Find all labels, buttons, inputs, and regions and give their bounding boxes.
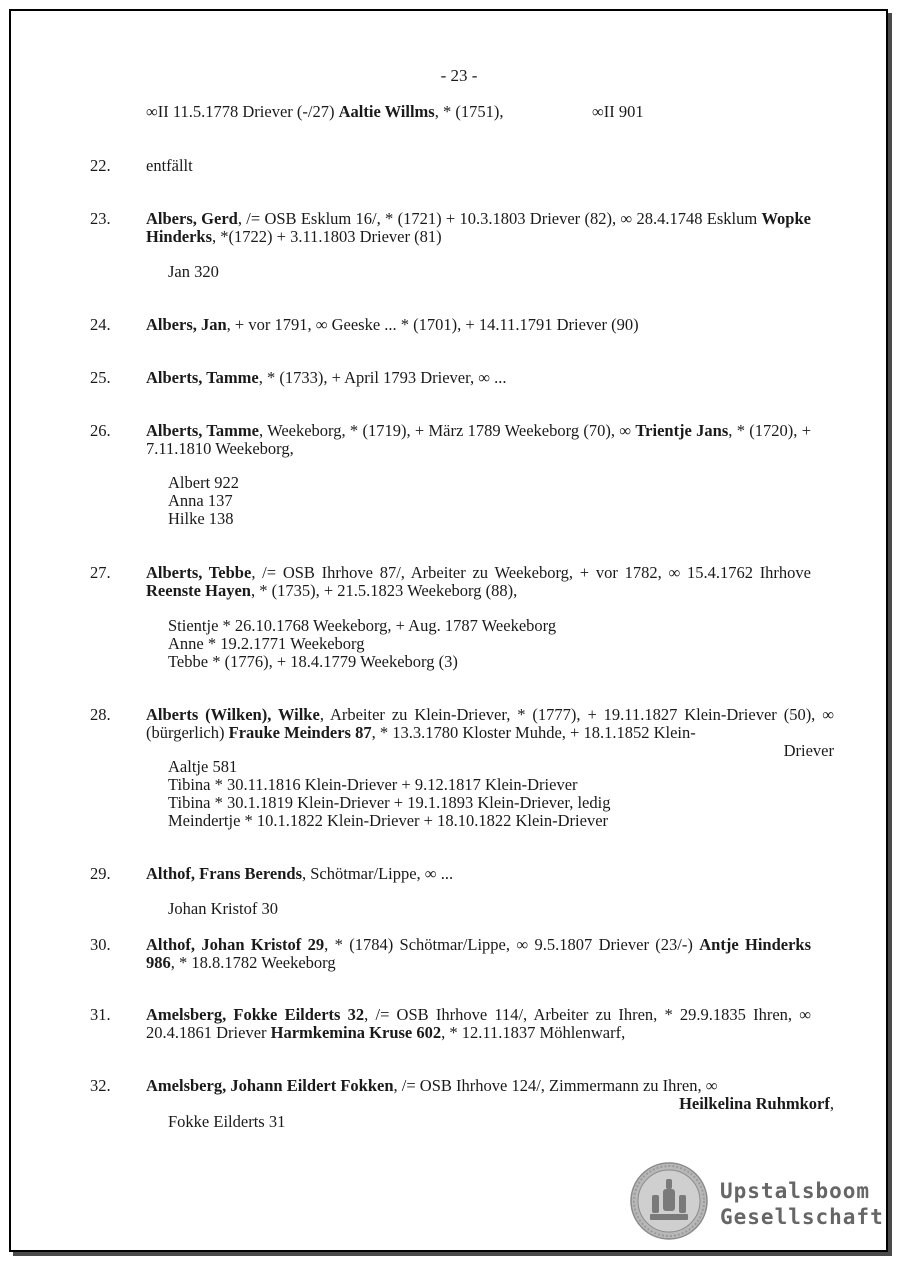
entry-detail: , * 18.8.1782 Weekeborg — [170, 953, 336, 972]
entry-text — [146, 936, 811, 972]
entry-number: 32. — [90, 1076, 111, 1095]
child-item: Jan 320 — [168, 262, 219, 281]
entry-detail: , Schötmar/Lippe, ∞ ... — [302, 864, 454, 883]
entry-text — [146, 564, 811, 600]
intro-line — [146, 103, 503, 121]
entry-number: 29. — [90, 864, 111, 883]
person-name: Albers, Jan — [146, 315, 227, 334]
entry-detail: , * (1784) Schötmar/Lippe, ∞ 9.5.1807 Driever (23/-) — [324, 935, 700, 954]
entry-detail: , Arbeiter zu Klein-Driever, * (1777), + 19.11.1827 Klein-Driever (50), ∞ (bürgerlich) — [146, 705, 834, 742]
brand-line-2: Gesellschaft — [720, 1205, 884, 1229]
children-list — [168, 263, 219, 281]
intro-ref: ∞II 901 — [592, 102, 644, 121]
brand-line-1: Upstalsboom — [720, 1179, 871, 1203]
entry-detail: , * (1733), + April 1793 Driever, ∞ ... — [258, 368, 507, 387]
child-item: Tibina * 30.1.1819 Klein-Driever + 19.1.1893 Klein-Driever, ledig — [168, 793, 611, 812]
entry-number: 27. — [90, 563, 111, 582]
entry-number: 22. — [90, 156, 111, 175]
entry-text — [146, 422, 811, 458]
child-item: Tibina * 30.11.1816 Klein-Driever + 9.12.1817 Klein-Driever — [168, 775, 578, 794]
entry-detail: , /= OSB Ihrhove 87/, Arbeiter zu Weekeborg, + vor 1782, ∞ 15.4.1762 Ihrhove — [251, 563, 812, 582]
entry-detail: , + vor 1791, ∞ Geeske ... * (1701), + 14.11.1791 Driever (90) — [226, 315, 639, 334]
person-name: Alberts, Tamme — [146, 368, 259, 387]
person-name: Alberts (Wilken), Wilke — [146, 705, 320, 724]
child-item: Fokke Eilderts 31 — [168, 1112, 286, 1131]
entry-text: entfällt — [146, 156, 193, 175]
child-item: Tebbe * (1776), + 18.4.1779 Weekeborg (3) — [168, 652, 458, 671]
child-item: Johan Kristof 30 — [168, 899, 278, 918]
entry-number: 30. — [90, 935, 111, 954]
child-item: Aaltje 581 — [168, 757, 238, 776]
person-name: Albers, Gerd — [146, 209, 238, 228]
person-name: Amelsberg, Johann Eildert Fokken — [146, 1076, 394, 1095]
person-name: Althof, Johan Kristof 29 — [146, 935, 325, 954]
person-name: Alberts, Tebbe — [146, 563, 252, 582]
entry-number: 26. — [90, 421, 111, 440]
entry-detail: , * (1720), + 7.11.1810 Weekeborg, — [146, 421, 811, 458]
entry-detail: , /= OSB Ihrhove 124/, Zimmermann zu Ihren, ∞ — [393, 1076, 718, 1095]
entry-detail: , /= OSB Ihrhove 114/, Arbeiter zu Ihren, * 29.9.1835 Ihren, ∞ 20.4.1861 Driever — [146, 1005, 812, 1042]
spouse-name: Heilkelina Ruhmkorf — [679, 1094, 830, 1113]
child-item: Meindertje * 10.1.1822 Klein-Driever + 18.10.1822 Klein-Driever — [168, 811, 609, 830]
children-list — [168, 900, 278, 918]
entry-detail: Driever — [783, 741, 834, 760]
entry-detail: , /= OSB Esklum 16/, * (1721) + 10.3.1803 Driever (82), ∞ 28.4.1748 Esklum — [237, 209, 762, 228]
entry-detail: , * (1735), + 21.5.1823 Weekeborg (88), — [250, 581, 518, 600]
entry-number: 25. — [90, 368, 111, 387]
spouse-name: Trientje Jans — [635, 421, 729, 440]
entry-detail: , *(1722) + 3.11.1803 Driever (81) — [212, 227, 442, 246]
entry-text — [146, 210, 811, 246]
entry-text — [146, 706, 834, 760]
page-number: - 23 - — [440, 66, 478, 85]
entry-text — [146, 1077, 834, 1113]
brand-text — [720, 1178, 884, 1230]
spouse-name: Antje Hinderks 986 — [146, 935, 812, 972]
child-item: Albert 922 — [168, 473, 240, 492]
children-list — [168, 1113, 285, 1131]
entry-number: 24. — [90, 315, 111, 334]
entry-detail: , — [829, 1094, 834, 1113]
children-list — [168, 758, 610, 830]
child-item: Anna 137 — [168, 491, 233, 510]
child-item: Anne * 19.2.1771 Weekeborg — [168, 634, 365, 653]
intro-text-2: , * (1751), — [434, 102, 504, 121]
seal-icon — [630, 1162, 708, 1240]
spouse-name: Wopke Hinderks — [146, 209, 811, 246]
entry-text — [146, 865, 811, 883]
entry-text — [146, 316, 811, 334]
children-list — [168, 617, 556, 671]
spouse-name: Reenste Hayen — [146, 581, 251, 600]
entry-text — [146, 1006, 811, 1042]
intro-text: ∞II 11.5.1778 Driever (-/27) — [146, 102, 339, 121]
intro-name: Aaltie Willms — [338, 102, 435, 121]
person-name: Amelsberg, Fokke Eilderts 32 — [146, 1005, 365, 1024]
entry-detail: , * 12.11.1837 Möhlenwarf, — [441, 1023, 626, 1042]
entry-text — [146, 369, 811, 387]
spouse-name: Frauke Meinders 87 — [228, 723, 372, 742]
entry-number: 31. — [90, 1005, 111, 1024]
entry-number: 23. — [90, 209, 111, 228]
child-item: Stientje * 26.10.1768 Weekeborg, + Aug. 1787 Weekeborg — [168, 616, 557, 635]
entry-detail: , * 13.3.1780 Kloster Muhde, + 18.1.1852 Klein- — [371, 723, 696, 742]
person-name: Althof, Frans Berends — [146, 864, 302, 883]
person-name: Alberts, Tamme — [146, 421, 259, 440]
spouse-name: Harmkemina Kruse 602 — [270, 1023, 442, 1042]
entry-detail: , Weekeborg, * (1719), + März 1789 Weekeborg (70), ∞ — [258, 421, 636, 440]
child-item: Hilke 138 — [168, 509, 234, 528]
children-list — [168, 474, 239, 528]
entry-number: 28. — [90, 705, 111, 724]
